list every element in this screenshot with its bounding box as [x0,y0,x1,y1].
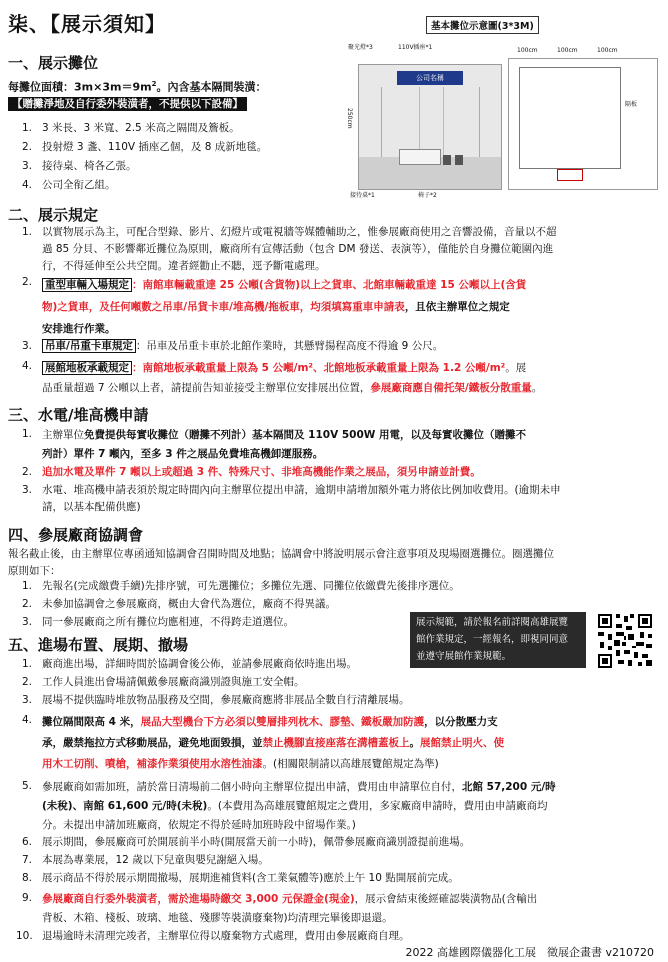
s5-item-10: 10. 退場逾時未清理完竣者，主辦單位得以廢棄物方式處理，費用由參展廠商自理。 [16,930,410,942]
no-equipment-note: 【贈攤淨地及自行委外裝潢者，不提供以下設備】 [8,96,247,113]
s5-item-8: 8. 展示商品不得於展示期間撤場，展期進補貨料(含工業氣體等)應於上午 10 點開展前完成。 [22,872,459,884]
s5-item-7: 7. 本展為專業展，12 歲以下兒童與嬰兒謝絕入場。 [22,854,269,866]
s1-item-4: 4. 公司全衔乙組。 [22,179,116,191]
diagram-label-chair: 椅子*2 [418,192,437,199]
page: 柒、【展示須知】 基本攤位示意圖(3*3M) 聚光燈*3 110V插座*1 公司名稱 250cm 接待桌*1 椅子*2 100cm 100cm 100cm 隔板 一、展示攤位 每攤位面積：$3m\times 3m=9m^2$。內含基本隔間裝潢： 【贈攤淨地及自行委外裝潢者，不提供以下設備】 1. 3 米長、3 米寬、2.5 米高之隔間及簷板。 2. 投射燈 3 盞、110V 插座乙個，及 8 成新地毯。 3. 接待桌、椅各乙張。 4. 公司全衔乙組。 二、展示規定 1. 以實物展示為主，可配合型錄、影片、幻燈片或電視牆等媒體輔助之，惟參展廠商使用之音響設備，音量以不超 過 85 分貝、不影響鄰近攤位為原則，廠商所有宣傳活動（包含 DM 發送、表演等），僅能於自身攤位範圍內進 行，不得延伸至公共空間。違者經勸止不聽，逕予斷電處理。 2. 重型車輛入場規定 ：南館車輛載重達 25 公噸(含貨物)以上之貨車、北館車輛載重達 15 公噸以上(含貨 物)之貨車，及任何噸數之吊車/吊貨卡車/堆高機/拖板車，均須填寫重車申請表，且依主辦單位之規定 安排進行作業。 3. 吊車/吊重卡車規定 ：吊車及吊重卡車於北館作業時，其懸臂揚程高度不得逾 9 公尺。 4. 展館地板承載規定 ：南館地板承載重量上限為 5 公噸/m²、北館地板承載重量上限為 1.2 公噸/m²。展 品重量超過 7 公噸以上者，請提前告知並接受主辦單位安排展出位置，參展廠商應自備托架/鐵板分散重量。 三、水電/堆高機申請 1. 主辦單位免費提供每實收攤位（贈攤不列計）基本隔間及 110V 500W 用電，以及每實收攤位（贈攤不 列計）單件 7 噸內，至多 3 件之展品免費堆高機卸運服務。 2. 追加水電及單件 7 噸以上或超過 3 件、特殊尺寸、非堆高機能作業之展品，須另申請並計費。 3. 水電、堆高機申請表須於規定時間內向主辦單位提出申請，逾期申請增加額外電力將依比例加收費用。(逾期未申 請，以基本配備供應) 四、參展廠商協調會 報名截止後，由主辦單位專函通知協調會召開時間及地點；協調會中將說明展示會注意事項及現場圈選攤位。圈選攤位 原則如下： 1. 先報名(完成繳費手續)先排序號，可先選攤位；多攤位先選、同攤位依繳費先後排序選位。 2. 未參加協調會之參展廠商，概由大會代為選位，廠商不得異議。 3. 同一參展廠商之所有攤位均應相連，不得跨走道選位。 展示規範，請於報名前詳閱高雄展覽 館作業規定，一經報名，即視同同意 並遵守展館作業規範。 五、進場布置、展期、撤場 1. 廠商進出場，詳細時間於協調會後公佈，並請參展廠商依時進出場。 2. 工作人員進出會場請佩戴參展廠商識別證與施工安全帽。 3. 展場不提供臨時堆放物品服務及空間，參展廠商應將非展品全數自行清離展場。 4. 攤位隔間限高 4 米，展品大型機台下方必須以雙層排列枕木、膠墊、鐵板嚴加防護，以分散壓力支 承，嚴禁拖拉方式移動展品，避免地面毀損，並禁止機腳直接座落在溝槽蓋板上。展館禁止明火、使 用木工切削、噴槍，補漆作業須使用水溶性油漆。(相關限制請以高雄展覽館規定為準) 5. 參展廠商如需加班，請於當日清場前二個小時向主辦單位提出申請，費用由申請單位自付，北館 57,200 元/時 (未稅)、南館 61,600 元/時(未稅)。(本費用為高雄展覽館規定之費用，多家廠商申請時，費用由申請廠商均 分。未提出申請加班廠商，依規定不得於延時加班時段中留場作業。) 6. 展示期間，參展廠商可於開展前半小時(開展當天前一小時)，佩帶參展廠商識別證提前進場。 7. 本展為專業展，12 歲以下兒童與嬰兒謝絕入場。 8. 展示商品不得於展示期間撤場，展期進補貨料(含工業氣體等)應於上午 10 點開展前完成。 9. 參展廠商自行委外裝潢者，需於進場時繳交 3,000 元保證金(現金)，展示會結束後經確認裝潢物品(含輸出 背板、木箱、棧板、玻璃、地毯、殘膠等裝潢廢棄物)均清理完畢後即退還。 10. 退場逾時未清理完竣者，主辦單位得以廢棄物方式處理，費用由參展廠商自理。 2022 高雄國際儀器化工展 徵展企畫書 v210720 [0,0,668,962]
section-1-heading: 一、展示攤位 [8,54,99,72]
diagram-label-outlet: 110V插座*1 [398,44,433,51]
page-footer: 2022 高雄國際儀器化工展 徵展企畫書 v210720 [405,946,654,959]
diagram-w1: 100cm [517,47,538,54]
diagram-panel: 隔板 [625,101,638,108]
booth-perspective [358,64,502,190]
section-4-heading: 四、參展廠商協調會 [8,526,144,544]
qr-note-text: 展示規範，請於報名前詳閱高雄展覽 館作業規定，一經報名，即視同同意 並遵守展館作業規範。 [410,612,586,668]
s4-intro: 報名截止後，由主辦單位專函通知協調會召開時間及地點；協調會中將說明展示會注意事項及現場圈選攤位。圈選攤位 原則如下： [8,548,554,577]
s5-item-1: 1. 廠商進出場，詳細時間於協調會後公佈，並請參展廠商依時進出場。 [22,658,357,670]
qr-note-block [410,612,662,670]
booth-area: 每攤位面積：$3m\times 3m=9m^2$。內含基本隔間裝潢： [8,80,267,94]
section-3-heading: 三、水電/堆高機申請 [8,406,149,424]
section-2-heading: 二、展示規定 [8,206,99,224]
s1-item-2: 2. 投射燈 3 盞、110V 插座乙個，及 8 成新地毯。 [22,141,268,153]
s5-item-3: 3. 展場不提供臨時堆放物品服務及空間，參展廠商應將非展品全數自行清離展場。 [22,694,410,706]
booth-plan [508,47,658,190]
diagram-title: 基本攤位示意圖(3*3M) [426,16,539,34]
page-title: 柒、【展示須知】 [8,12,166,36]
diagram-w3: 100cm [597,47,618,54]
s4-item-3: 3. 同一參展廠商之所有攤位均應相連，不得跨走道選位。 [22,616,294,628]
s4-item-2: 2. 未參加協調會之參展廠商，概由大會代為選位，廠商不得異議。 [22,598,336,610]
diagram-sign: 公司名稱 [397,71,463,85]
diagram-w2: 100cm [557,47,578,54]
s1-item-1: 1. 3 米長、3 米寬、2.5 米高之隔間及簷板。 [22,122,240,134]
diagram-dim: 250cm [346,108,353,129]
diagram-label-table: 接待桌*1 [350,192,375,199]
s1-item-3: 3. 接待桌、椅各乙張。 [22,160,137,172]
diagram-label-spot: 聚光燈*3 [348,44,373,51]
section-5-heading: 五、進場布置、展期、撤場 [8,636,189,654]
s4-item-1: 1. 先報名(完成繳費手續)先排序號，可先選攤位；多攤位先選、同攤位依繳費先後排序選位。 [22,580,460,592]
s5-item-6: 6. 展示期間，參展廠商可於開展前半小時(開展當天前一小時)，佩帶參展廠商識別證提前進場。 [22,836,471,848]
booth-diagram [340,16,662,206]
qr-code-icon[interactable] [596,612,654,670]
s5-item-2: 2. 工作人員進出會場請佩戴參展廠商識別證與施工安全帽。 [22,676,305,688]
